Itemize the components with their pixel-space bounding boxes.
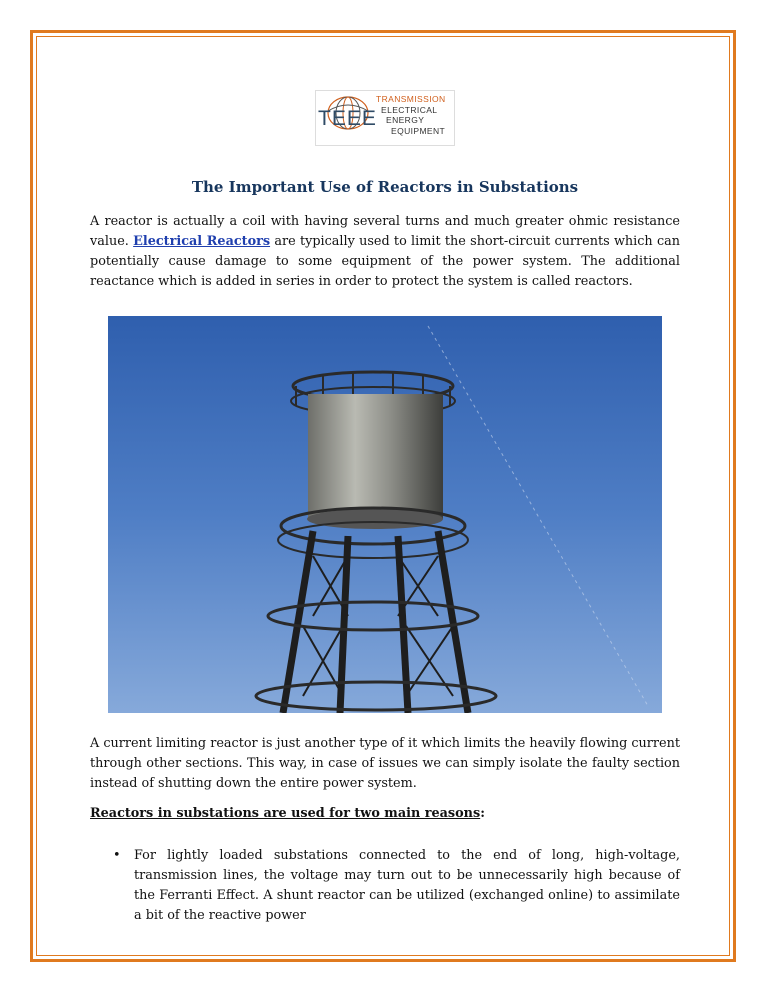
electrical-reactors-link[interactable]: Electrical Reactors (133, 234, 271, 249)
reactor-tower-photo (108, 316, 662, 713)
section-heading-suffix: : (480, 806, 485, 821)
intro-lead: A reactor is actually a coil with having several turns and much greater ohmic resistance value. (90, 214, 680, 249)
logo-word-electrical: ELECTRICAL (381, 104, 438, 115)
reasons-list (108, 846, 680, 926)
logo-word-transmission: TRANSMISSION (376, 94, 446, 104)
page-title: The Important Use of Reactors in Substations (191, 178, 579, 196)
company-logo (315, 90, 455, 146)
logo-mark: TEEE (318, 107, 377, 130)
section-heading-text: Reactors in substations are used for two main reasons (90, 806, 481, 821)
intro-rest: are typically used to limit the short-circuit currents which can potentially cause damage to some equipment of the power system. The additional reactance which is added in series in order to protect the system is called reactors. (90, 234, 680, 289)
current-limiting-paragraph: A current limiting reactor is just another type of it which limits the heavily flowing current through other sections. This way, in case of issues we can simply isolate the faulty section instead of shutting down the entire power system. (90, 736, 680, 791)
intro-paragraph (90, 212, 680, 292)
logo-words (376, 94, 446, 136)
list-item-text: For lightly loaded substations connected to the end of long, high-voltage, transmission lines, the voltage may turn out to be unnecessarily high because of the Ferranti Effect. A shunt reactor can be utilized (exchanged online) to assimilate a bit of the reactive power (134, 848, 680, 923)
section-heading (90, 806, 485, 821)
bullet-marker: • (113, 848, 121, 863)
logo-word-equipment: EQUIPMENT (391, 125, 446, 136)
logo-word-energy: ENERGY (386, 115, 425, 126)
list-item (108, 846, 680, 926)
